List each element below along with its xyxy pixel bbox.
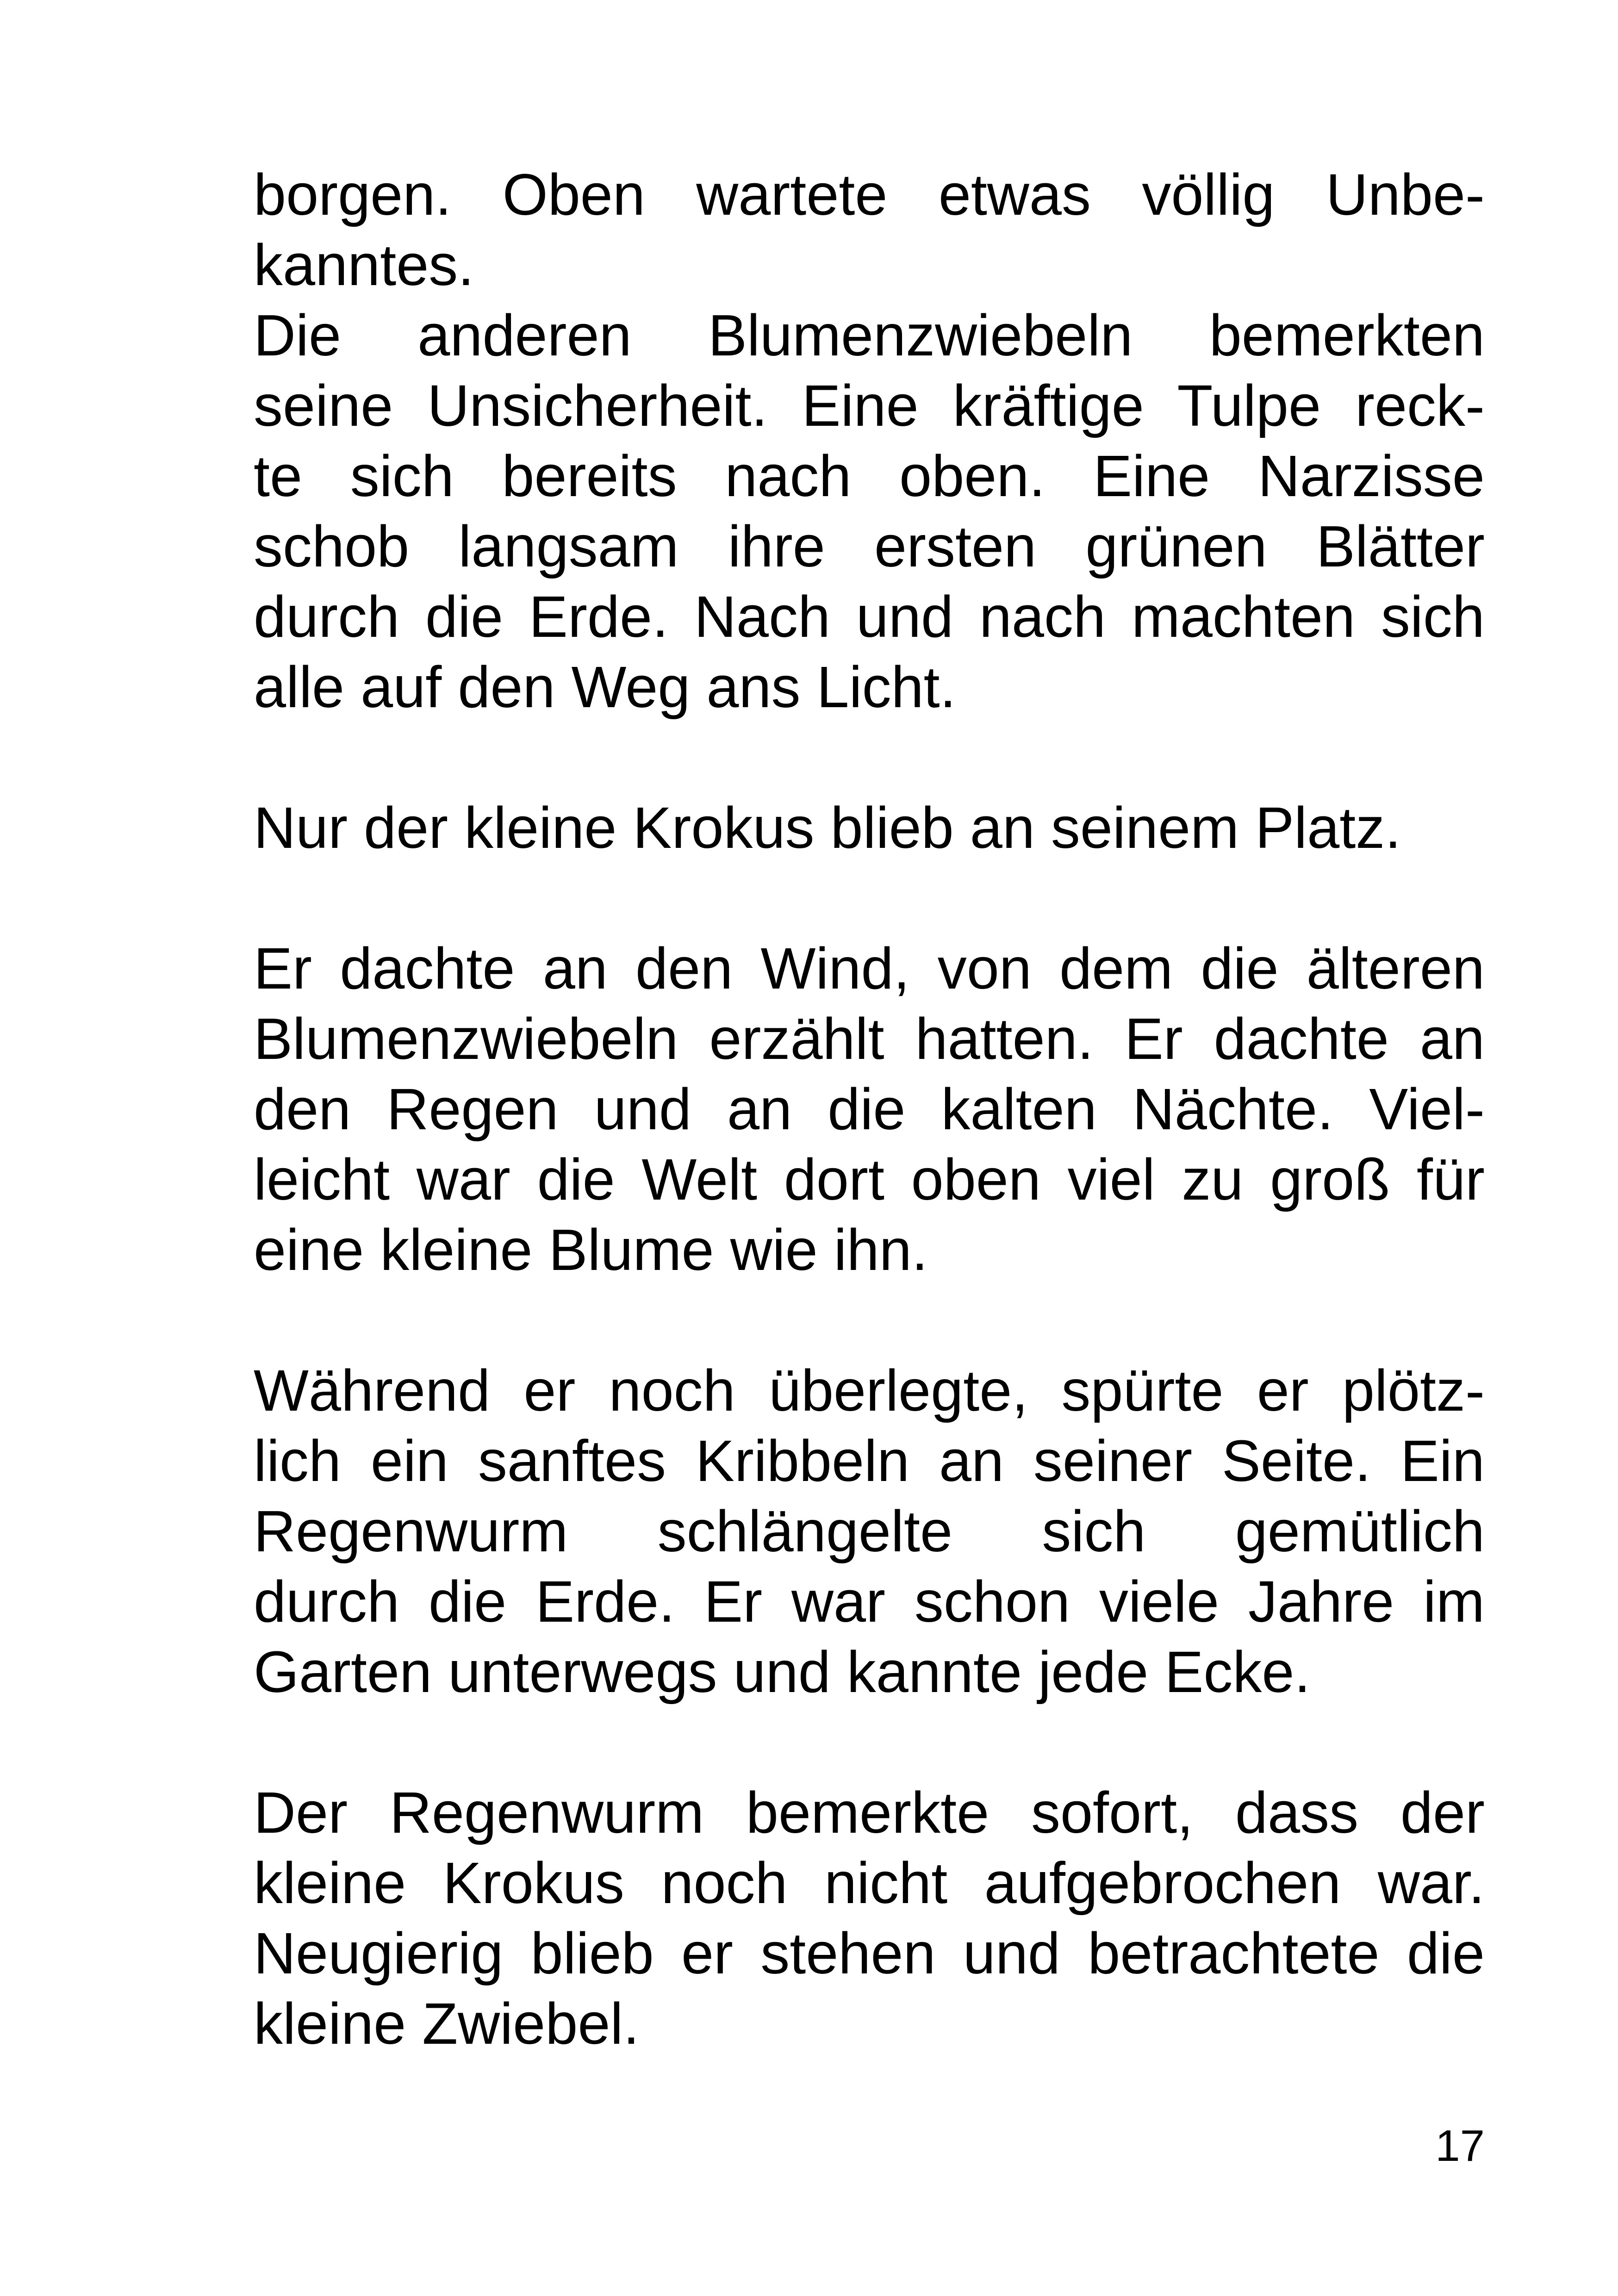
text-line: borgen. Oben wartete etwas völlig Unbe- bbox=[254, 162, 1485, 227]
text-line: seine Unsicherheit. Eine kräftige Tulpe reck- bbox=[254, 373, 1485, 438]
body-text bbox=[254, 160, 1485, 2059]
paragraph-gap bbox=[254, 863, 1485, 933]
text-line: durch die Erde. Nach und nach machten sich bbox=[254, 584, 1485, 649]
text-line: Garten unterwegs und kannte jede Ecke. bbox=[254, 1639, 1311, 1705]
text-line: Neugierig blieb er stehen und betrachtete die bbox=[254, 1921, 1485, 1986]
text-line: kleine Zwiebel. bbox=[254, 1991, 640, 2056]
text-line: Der Regenwurm bemerkte sofort, dass der bbox=[254, 1780, 1485, 1845]
paragraph-gap bbox=[254, 1707, 1485, 1778]
paragraph bbox=[254, 1356, 1485, 1707]
paragraph bbox=[254, 1778, 1485, 2059]
text-line: Regenwurm schlängelte sich gemütlich bbox=[254, 1499, 1485, 1564]
paragraph bbox=[254, 933, 1485, 1285]
text-line: Nur der kleine Krokus blieb an seinem Platz. bbox=[254, 795, 1401, 860]
text-line: Die anderen Blumenzwiebeln bemerkten bbox=[254, 303, 1485, 368]
text-line: kanntes. bbox=[254, 232, 474, 298]
page-number: 17 bbox=[1435, 2121, 1485, 2171]
paragraph bbox=[254, 160, 1485, 722]
text-line: durch die Erde. Er war schon viele Jahre im bbox=[254, 1569, 1485, 1634]
text-line: leicht war die Welt dort oben viel zu groß für bbox=[254, 1147, 1485, 1212]
text-line: Während er noch überlegte, spürte er plötz- bbox=[254, 1358, 1485, 1423]
paragraph-gap bbox=[254, 1285, 1485, 1356]
text-line: Blumenzwiebeln erzählt hatten. Er dachte an bbox=[254, 1006, 1485, 1071]
paragraph-gap bbox=[254, 722, 1485, 793]
text-line: alle auf den Weg ans Licht. bbox=[254, 654, 956, 720]
paragraph bbox=[254, 793, 1485, 863]
text-line: schob langsam ihre ersten grünen Blätter bbox=[254, 514, 1485, 579]
text-line: den Regen und an die kalten Nächte. Viel- bbox=[254, 1076, 1485, 1142]
text-line: kleine Krokus noch nicht aufgebrochen war. bbox=[254, 1850, 1485, 1916]
text-line: lich ein sanftes Kribbeln an seiner Seite. Ein bbox=[254, 1428, 1485, 1493]
text-line: te sich bereits nach oben. Eine Narzisse bbox=[254, 443, 1485, 509]
text-line: eine kleine Blume wie ihn. bbox=[254, 1217, 928, 1282]
text-line: Er dachte an den Wind, von dem die älteren bbox=[254, 936, 1485, 1001]
